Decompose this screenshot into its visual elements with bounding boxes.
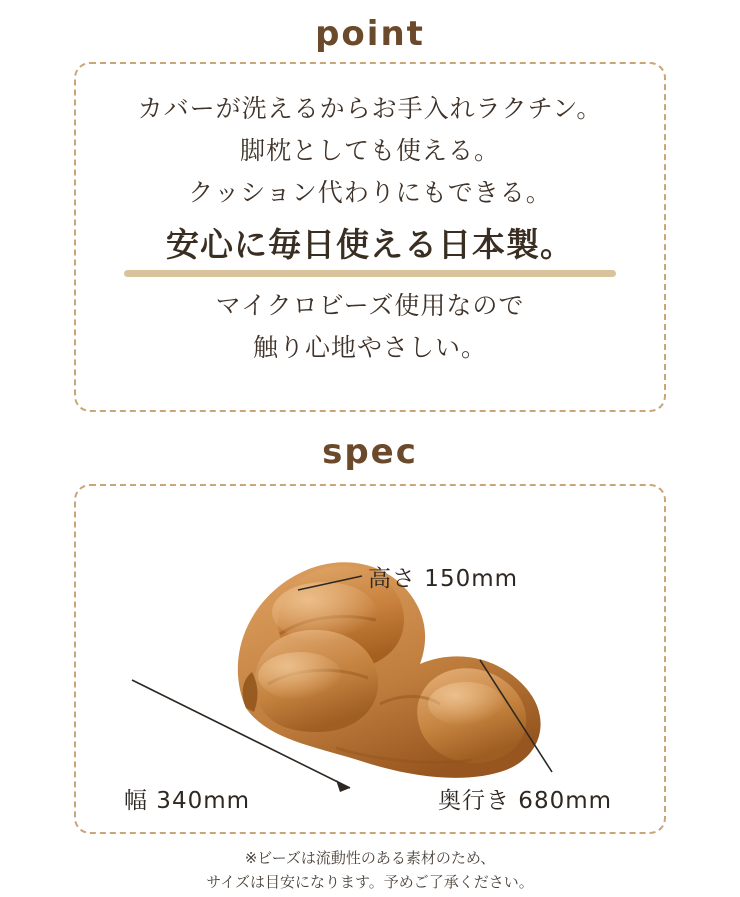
croissant-highlight-1: [272, 582, 376, 642]
croissant-illustration: [128, 508, 568, 798]
footnote: [0, 846, 740, 894]
point-highlight-line: 安心に毎日使える日本製。: [166, 225, 574, 264]
spec-label-depth: 奥行き 680mm: [438, 788, 613, 814]
point-line-4: マイクロビーズ使用なので: [215, 291, 525, 320]
footnote-line-2: サイズは目安になります。予めご了承ください。: [206, 873, 534, 891]
footnote-line-1: ※ビーズは流動性のある素材のため、: [244, 849, 496, 867]
spec-label-height: 高さ 150mm: [368, 566, 519, 592]
point-line-2: 脚枕としても使える。: [239, 136, 500, 165]
spec-section-heading: spec: [322, 432, 418, 472]
croissant-highlight-3: [428, 682, 504, 726]
point-line-1: カバーが洗えるからお手入れラクチン。: [137, 94, 603, 123]
croissant-cushion-image: [128, 508, 568, 798]
spec-label-width: 幅 340mm: [124, 788, 251, 814]
croissant-highlight-2: [258, 652, 342, 700]
point-section-heading: point: [315, 14, 425, 54]
point-line-5: 触り心地やさしい。: [252, 333, 487, 362]
point-line-3: クッション代わりにもできる。: [188, 178, 552, 207]
point-text-block: [74, 88, 666, 369]
